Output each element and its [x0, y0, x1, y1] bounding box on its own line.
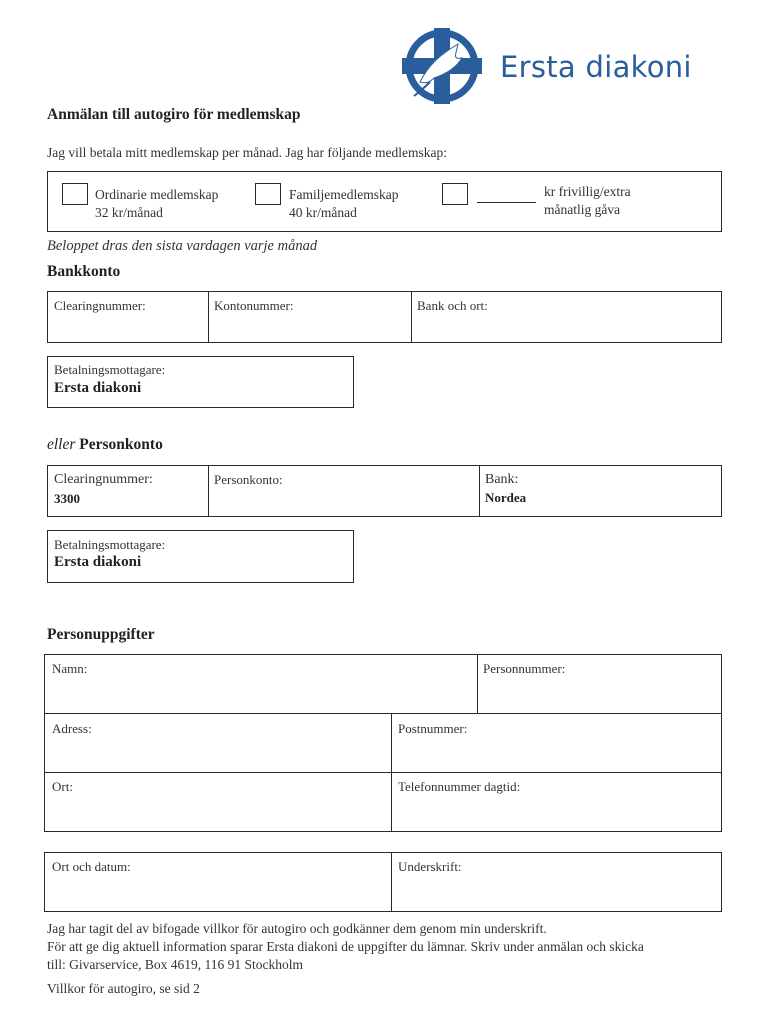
voluntary-gift-checkbox[interactable]: [442, 183, 468, 205]
personkonto-payee-label: Betalningsmottagare:: [54, 537, 166, 552]
name-input[interactable]: [47, 680, 475, 710]
address-label: Adress:: [52, 721, 92, 736]
ersta-dove-cross-icon: [400, 26, 490, 106]
signature-input[interactable]: [393, 877, 719, 910]
personkonto-account-input[interactable]: [211, 490, 477, 515]
city-label: Ort:: [52, 779, 73, 794]
ordinary-membership-checkbox[interactable]: [62, 183, 88, 205]
bankkonto-bank-label: Bank och ort:: [417, 298, 488, 313]
deduction-note: Beloppet dras den sista vardagen varje månad: [47, 238, 318, 254]
logo: [400, 26, 730, 106]
bankkonto-bank-input[interactable]: [414, 316, 719, 341]
terms-reference: Villkor för autogiro, se sid 2: [47, 981, 200, 996]
personkonto-payee-value: Ersta diakoni: [54, 554, 142, 570]
bankkonto-payee-value: Ersta diakoni: [54, 380, 142, 396]
bankkonto-account-input[interactable]: [211, 316, 409, 341]
personal-number-input[interactable]: [479, 680, 719, 710]
voluntary-amount-field[interactable]: [477, 202, 536, 203]
privacy-text: För att ge dig aktuell information sparar Ersta diakoni de uppgifter du lämnar. Skriv under anmälan och skicka: [47, 939, 644, 954]
personkonto-clearing-value: 3300: [54, 491, 80, 506]
personuppgifter-heading: Personuppgifter: [47, 626, 155, 643]
place-date-input[interactable]: [47, 877, 389, 910]
bankkonto-heading: Bankkonto: [47, 263, 121, 280]
personkonto-bank-label: Bank:: [485, 472, 519, 487]
bankkonto-clearing-input[interactable]: [50, 316, 204, 341]
place-date-label: Ort och datum:: [52, 859, 131, 874]
logo-wordmark: Ersta diakoni: [500, 50, 692, 84]
signature-label: Underskrift:: [398, 859, 462, 874]
personkonto-heading: [47, 436, 163, 454]
personkonto-heading-prefix: eller: [47, 436, 76, 453]
family-membership-label: Familjemedlemskap 40 kr/månad: [289, 187, 399, 220]
bankkonto-account-label: Kontonummer:: [214, 298, 294, 313]
personal-number-label: Personnummer:: [483, 661, 566, 676]
consent-text: Jag har tagit del av bifogade villkor för autogiro och godkänner dem genom min underskrift.: [47, 921, 547, 936]
bankkonto-payee-label: Betalningsmottagare:: [54, 362, 166, 377]
family-membership-checkbox[interactable]: [255, 183, 281, 205]
name-label: Namn:: [52, 661, 88, 676]
ordinary-membership-label: Ordinarie medlemskap 32 kr/månad: [95, 187, 219, 220]
personkonto-account-label: Personkonto:: [214, 472, 283, 487]
page-title: Anmälan till autogiro för medlemskap: [47, 106, 301, 123]
intro-text: Jag vill betala mitt medlemskap per månad. Jag har följande medlemskap:: [47, 145, 448, 160]
address-input[interactable]: [47, 739, 389, 769]
personkonto-bank-value: Nordea: [485, 490, 527, 505]
city-input[interactable]: [47, 798, 389, 829]
phone-input[interactable]: [393, 798, 719, 829]
postal-code-label: Postnummer:: [398, 721, 468, 736]
postal-code-input[interactable]: [393, 739, 719, 769]
personkonto-heading-text: Personkonto: [79, 436, 163, 453]
mailing-address: till: Givarservice, Box 4619, 116 91 Stockholm: [47, 957, 303, 972]
phone-label: Telefonnummer dagtid:: [398, 779, 521, 794]
personkonto-clearing-label: Clearingnummer:: [54, 472, 153, 487]
bankkonto-clearing-label: Clearingnummer:: [54, 298, 146, 313]
voluntary-gift-label: kr frivillig/extra månatlig gåva: [544, 184, 631, 217]
